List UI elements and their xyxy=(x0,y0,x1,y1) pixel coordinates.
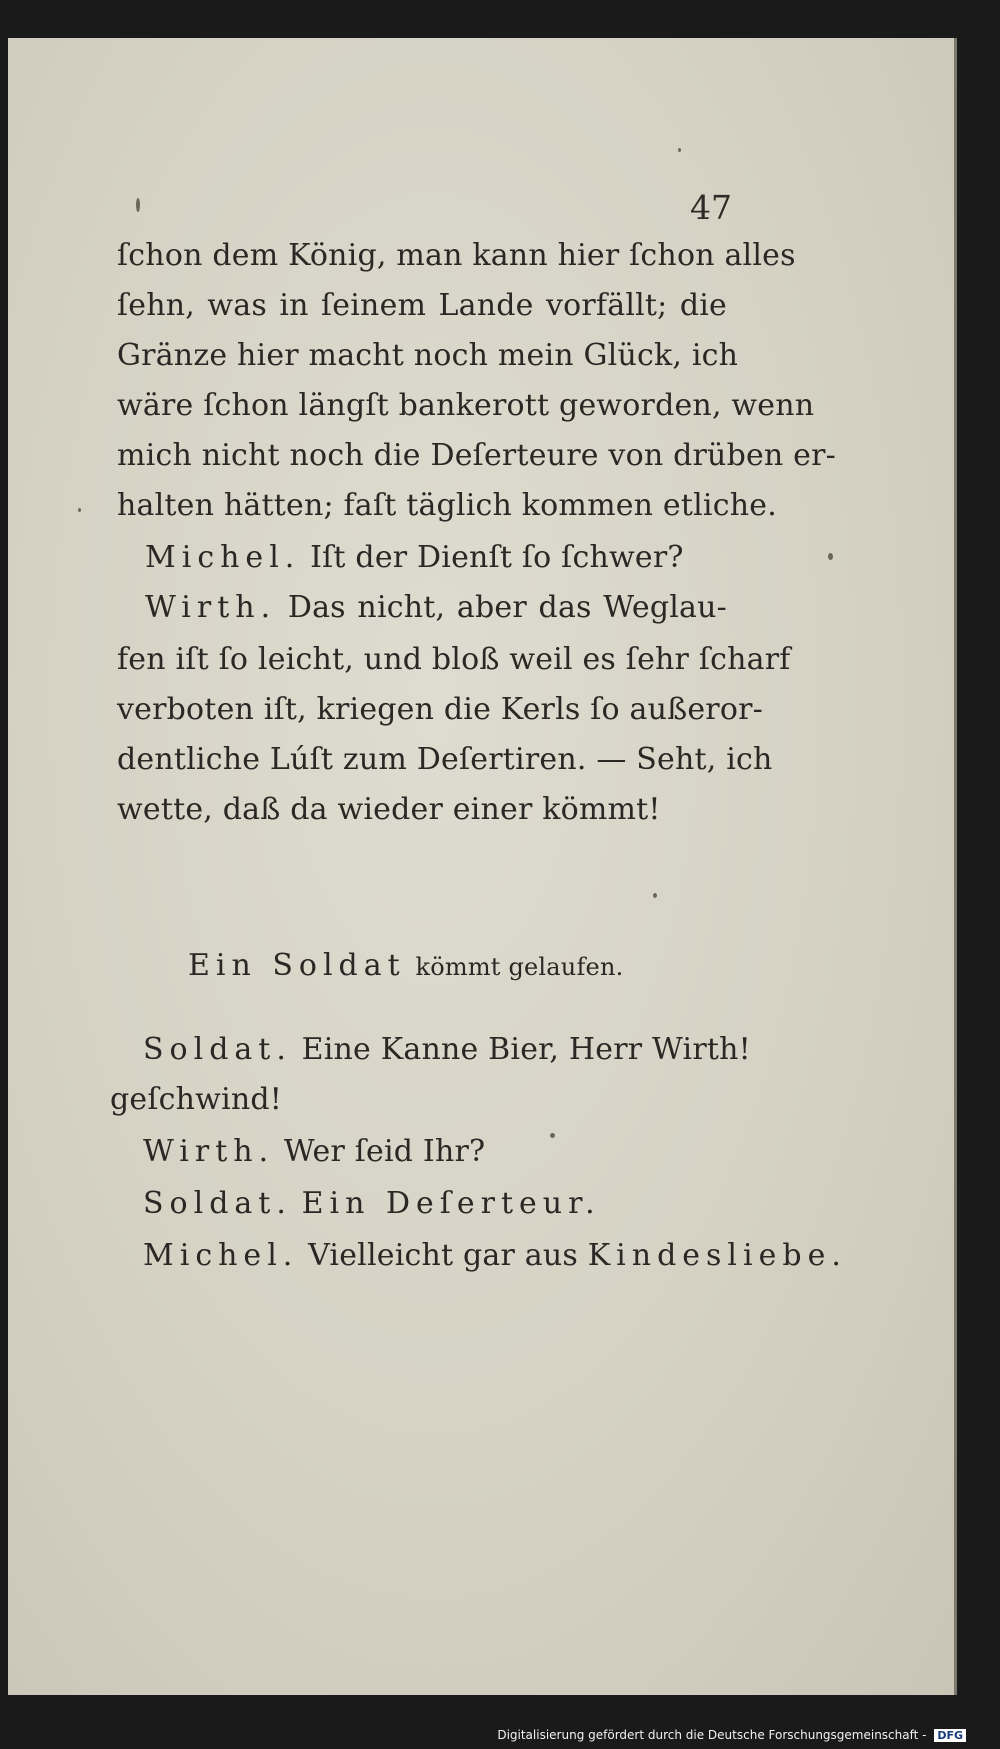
dialogue-line xyxy=(110,1082,282,1117)
text-line: mich nicht noch die Deſerteure von drüben er- xyxy=(117,438,837,473)
dialogue-line xyxy=(145,590,727,625)
speaker-name: Soldat. xyxy=(143,1032,292,1067)
stage-action: kömmt gelaufen. xyxy=(415,953,624,981)
emphasized-text: Kindesliebe. xyxy=(587,1238,847,1273)
text-line: ſchon dem König, man kann hier ſchon alles xyxy=(117,238,796,273)
text-line: halten hätten; faſt täglich kommen etliche. xyxy=(117,488,777,523)
page-number: 47 xyxy=(690,188,732,227)
dialogue-text: Iſt der Dienſt ſo ſchwer? xyxy=(310,540,684,575)
speaker-name: Michel. xyxy=(145,540,301,575)
footer-text: Digitalisierung gefördert durch die Deutsche Forschungsgemeinschaft - xyxy=(497,1728,927,1742)
text-line: dentliche Lúſt zum Deſertiren. — Seht, ich xyxy=(117,742,773,777)
dialogue-text: geſchwind! xyxy=(110,1082,283,1117)
text-line: ſehn, was in ſeinem Lande vorfällt; die xyxy=(117,288,727,323)
dialogue-line xyxy=(143,1186,601,1221)
digitization-footer xyxy=(497,1728,966,1742)
dialogue-line xyxy=(143,1238,847,1273)
dialogue-line xyxy=(143,1134,485,1169)
dialogue-text: Eine Kanne Bier, Herr Wirth! xyxy=(301,1032,751,1067)
dfg-logo: DFG xyxy=(934,1729,966,1742)
speaker-name: Wirth. xyxy=(143,1134,275,1169)
dialogue-line xyxy=(143,1032,751,1067)
dialogue-line xyxy=(145,540,684,575)
speaker-name: Wirth. xyxy=(145,590,277,625)
character-name: Ein Soldat xyxy=(188,948,406,983)
dialogue-text: Das nicht, aber das Weglau- xyxy=(287,590,727,625)
text-line: wäre ſchon längſt bankerott geworden, wenn xyxy=(117,388,815,423)
book-page xyxy=(8,38,957,1695)
text-line: Gränze hier macht noch mein Glück, ich xyxy=(117,338,739,373)
stage-direction xyxy=(188,948,623,983)
dialogue-text: Wer ſeid Ihr? xyxy=(283,1134,486,1169)
speaker-name: Michel. xyxy=(143,1238,299,1273)
dialogue-text: Vielleicht gar aus xyxy=(308,1238,578,1273)
text-line: wette, daß da wieder einer kömmt! xyxy=(117,792,661,827)
speaker-name: Soldat. xyxy=(143,1186,292,1221)
dialogue-text: Ein Deſerteur. xyxy=(301,1186,601,1221)
text-line: verboten iſt, kriegen die Kerls ſo außeror- xyxy=(117,692,763,727)
text-line: fen iſt ſo leicht, und bloß weil es ſehr ſcharf xyxy=(117,642,791,677)
